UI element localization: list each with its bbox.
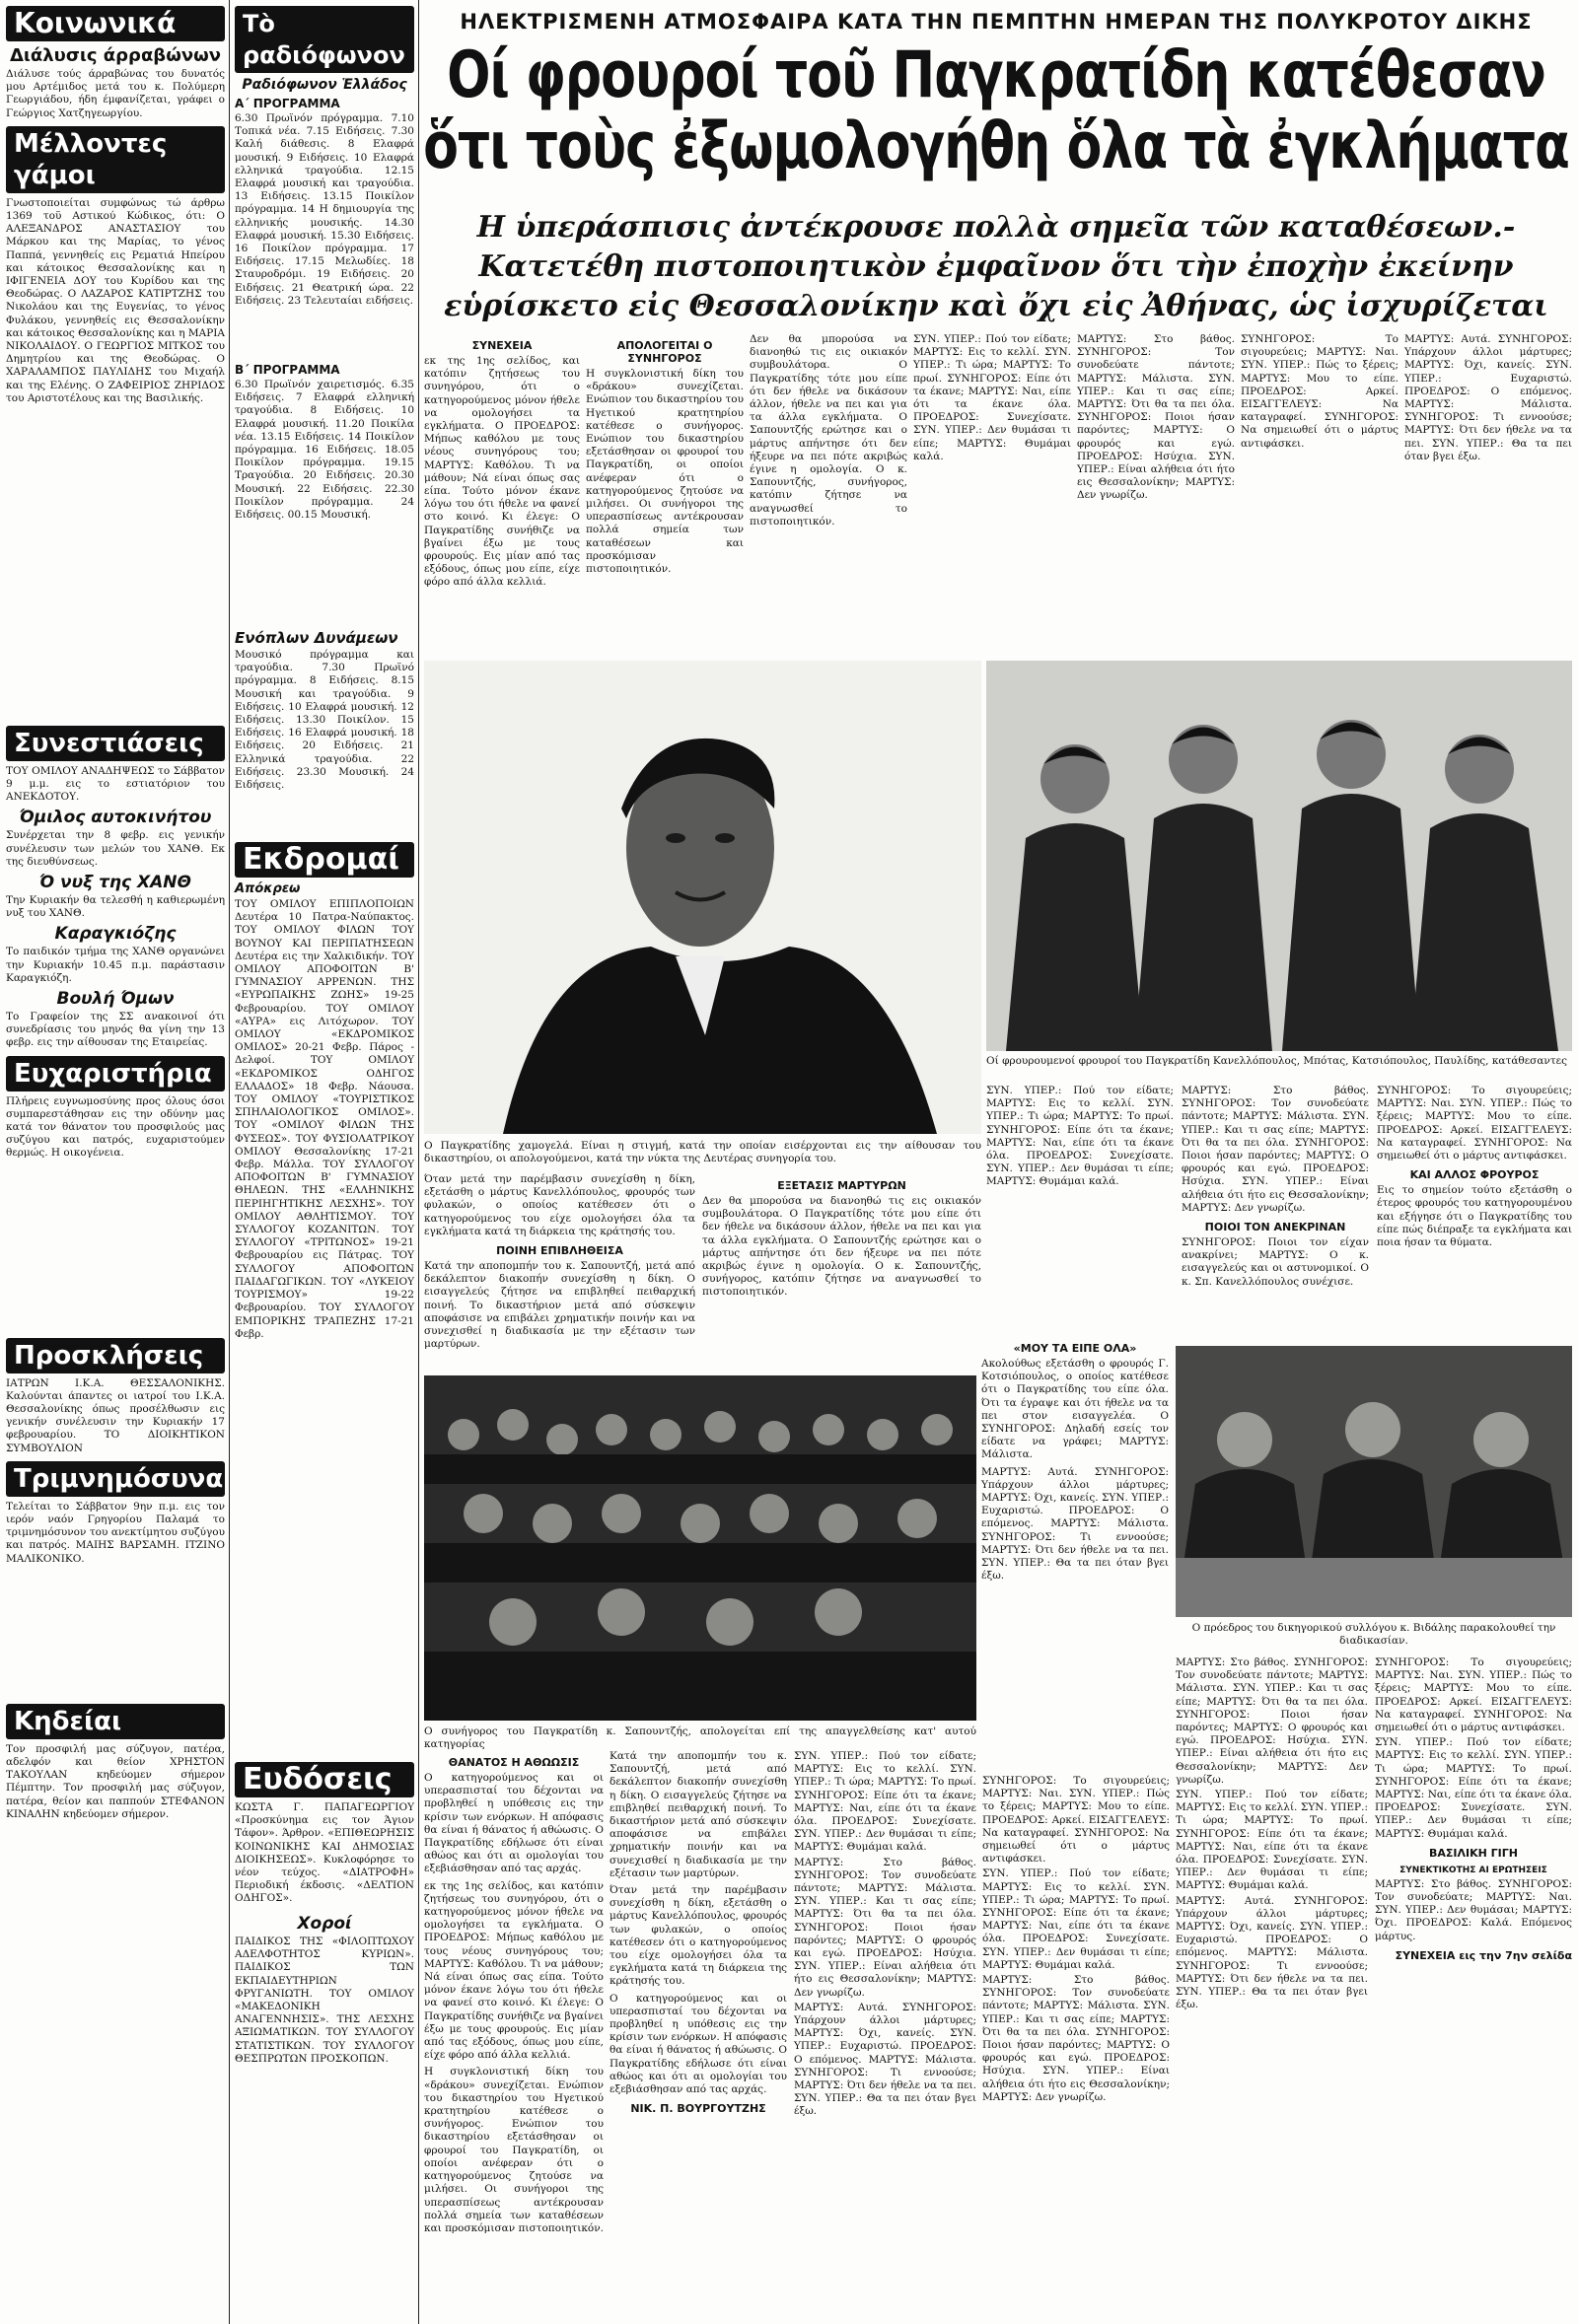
vasiliki-text: ΜΑΡΤΥΣ: Στο βάθος. ΣΥΝΗΓΟΡΟΣ: Τον συνοδεύατε; ΜΑΡΤΥΣ: Ναι. ΣΥΝ. ΥΠΕΡ.: Δεν θυμάσαι; ΜΑΡΤΥΣ: Όχι. ΠΡΟΕΔΡΟΣ: Καλά. Επόμενος μάρτυς.	[1375, 1877, 1572, 1942]
poini-text-b: Κατά την αποπομπήν του κ. Σαπουντζή, μετά από δεκάλεπτον διακοπήν συνεχίσθη η δίκη. Ο εισαγγελεύς ζήτησε να επιβληθεί πειθαρχική ποινή. Το δικαστήριον μετά από σύσκεψιν αποφάσισε να επιβάλει χρηματικήν ποινήν και να συνεχισθεί η διαδικασία με την εξέτασιν των μαρτύρων.	[610, 1750, 787, 1879]
ekdromai-title: Εκδρομαί	[235, 842, 414, 878]
article-mid-left	[424, 1173, 695, 1371]
dialog-b3c: ΜΑΡΤΥΣ: Αυτά. ΣΥΝΗΓΟΡΟΣ: Υπάρχουν άλλοι μάρτυρες; ΜΑΡΤΥΣ: Όχι, κανείς. ΣΥΝ. ΥΠΕΡ.: Ευχαριστώ. ΠΡΟΕΔΡΟΣ: Ο επόμενος. ΜΑΡΤΥΣ: Μάλιστα. ΣΥΝΗΓΟΡΟΣ: Τι εννοούσε; ΜΑΡΤΥΣ: Ότι δεν ήθελε να τα πει. ΣΥΝ. ΥΠΕΡ.: Θα τα πει όταν βγει έξω.	[794, 2001, 976, 2118]
col1-text-b: εκ της 1ης σελίδος, και κατόπιν ζητήσεως του συνηγόρου, ότι ο κατηγορούμενος μόνον ήθελε να ομολογήσει τα εγκλήματα. Ο ΠΡΟΕΔΡΟΣ: Μήπως καθόλου με τους νέους συνηγόρους του; ΜΑΡΤΥΣ: Καθόλου. Τι να μάθουν; Νά είναι όπως σας είπα. Τούτο μόνον έκανε λόγω του ότι ήθελε να φανεί στο κοινό. Κι έλεγε: Ο Παγκρατίδης συνήθιζε να βγαίνει έξω με τους φρουρούς. Εις μίαν από τας εξόδους, όπως μου είπε, είχε φόρο από άλλα κελλιά.	[424, 1879, 604, 2062]
photo-defendant-portrait	[424, 661, 981, 1134]
photo-guards	[986, 661, 1572, 1051]
evdoseis-text: ΚΩΣΤΑ Γ. ΠΑΠΑΓΕΩΡΓΙΟΥ «Προσκύνημα εις τον Άγιον Τάφον». Άρθρον. «ΕΠΙΘΕΩΡΗΣΙΣ ΚΟΙΝΩΝΙΚΗΣ ΚΑΙ ΔΗΜΟΣΙΑΣ ΔΙΟΙΚΗΣΕΩΣ». Κυκλοφόρησε το νέον τεύχος. «ΔΙΑΤΡΟΦΗ» Περιοδική έκδοσις. «ΔΕΛΤΙΟΝ ΟΔΗΓΟΣ».	[235, 1801, 414, 1905]
article-mou-ta-eipe	[981, 1336, 1169, 1770]
article-right-b	[1182, 1085, 1369, 1288]
article-bottom-1	[424, 1750, 604, 2312]
vyxnos-heading: Ό νυξ της ΧΑΝΘ	[39, 873, 191, 893]
article-col-6	[1241, 333, 1399, 649]
kideiai-title: Κηδείαι	[6, 1704, 225, 1739]
article-col-7	[1404, 333, 1572, 649]
ekdromai-text: ΤΟΥ ΟΜΙΛΟΥ ΕΠΙΠΛΟΠΟΙΩΝ Δευτέρα 10 Πατρα-Ναύπακτος. ΤΟΥ ΟΜΙΛΟΥ ΦΙΛΩΝ ΤΟΥ ΒΟΥΝΟΥ ΚΑΙ ΠΕΡΙΠΑΤΗΣΕΩΝ Δευτέρα εις την Χαλκιδικήν. ΤΟΥ ΟΜΙΛΟΥ ΑΠΟΦΟΙΤΩΝ Β' ΓΥΜΝΑΣΙΟΥ ΑΡΡΕΝΩΝ. ΤΗΣ «ΕΥΡΩΠΑΙΚΗΣ ΖΩΗΣ» 19-25 Φεβρουαρίου. ΤΟΥ ΟΜΙΛΟΥ «ΑΥΡΑ» εις Λιτόχωρον. ΤΟΥ ΟΜΙΛΟΥ «ΕΚΔΡΟΜΙΚΟΣ ΟΜΙΛΟΣ» 20-21 Φεβρ. Πάρος - Δελφοί. ΤΟΥ ΟΜΙΛΟΥ «ΕΚΔΡΟΜΙΚΟΣ ΟΔΗΓΟΣ ΕΛΛΑΔΟΣ» 18 Φεβρ. Νάουσα. ΤΟΥ ΟΜΙΛΟΥ «ΤΟΥΡΙΣΤΙΚΟΣ ΣΠΗΛΑΙΟΛΟΓΙΚΟΣ ΟΜΙΛΟΣ». ΤΟΥ «ΟΜΙΛΟΥ ΦΙΛΩΝ ΤΗΣ ΦΥΣΕΩΣ». ΤΟΥ ΦΥΣΙΟΛΑΤΡΙΚΟΥ ΟΜΙΛΟΥ Θεσσαλονίκης 17-21 Φεβρ. Μάλλα. ΤΟΥ ΣΥΛΛΟΓΟΥ ΑΠΟΦΟΙΤΩΝ Β' ΓΥΜΝΑΣΙΟΥ ΘΗΛΕΩΝ. ΤΗΣ «ΕΛΛΗΝΙΚΗΣ ΠΕΡΙΗΓΗΤΙΚΗΣ ΛΕΣΧΗΣ». ΤΟΥ ΟΜΙΛΟΥ ΑΘΛΗΤΙΣΜΟΥ. ΤΟΥ ΣΥΛΛΟΓΟΥ ΚΟΖΑΝΙΤΩΝ. ΤΟΥ ΣΥΛΛΟΓΟΥ «ΤΡΙΤΩΝΟΣ» 19-21 Φεβρουαρίου εις Πάτρας. ΤΟΥ ΣΥΛΛΟΓΟΥ ΑΠΟΦΟΙΤΩΝ ΠΑΙΔΑΓΩΓΙΚΩΝ. ΤΟΥ «ΛΥΚΕΙΟΥ ΤΟΥΡΙΣΜΟΥ» 19-22 Φεβρουαρίου. ΤΟΥ ΣΥΛΛΟΓΟΥ ΕΜΠΟΡΙΚΗΣ ΤΡΑΠΕΖΗΣ 17-21 Φεβρ.	[235, 898, 414, 1340]
col1-heading: ΣΥΝΕΧΕΙΑ	[471, 339, 533, 352]
euxaristiria-text: Πλήρεις ευγνωμοσύνης προς όλους όσοι συμπαρεστάθησαν εις την οδύνην μας κατά τον θάνατον του προσφιλούς μας συζύγου και πατρός, ευχαριστούμεν θερμώς. Η οικογένεια.	[6, 1094, 225, 1160]
radio-title: Τὸ ραδιόφωνον	[235, 6, 414, 73]
karagkiozis-heading: Καραγκιόζης	[54, 924, 177, 945]
trimnim-text: Τελείται το Σάββατον 9ην π.μ. εις τον ιερόν ναόν Γρηγορίου Παλαμά το τριμνημόσυνον του ανεκτίμητου συζύγου και πατρός. ΜΑΙΗΣ ΒΑΡΣΑΜΗ. ΙΤΖΙΝΟ ΜΑΛΙΚΟΝΙΚΟ.	[6, 1500, 225, 1565]
poini-text: Κατά την αποπομπήν του κ. Σαπουντζή, μετά από δεκάλεπτον διακοπήν συνεχίσθη η δίκη. Ο εισαγγελεύς ζήτησε να επιβληθεί πειθαρχική ποινή. Το δικαστήριον μετά από σύσκεψιν αποφάσισε να επιβάλει χρηματικήν ποινήν και να συνεχισθεί η διαδικασία με την εξέτασιν των μαρτύρων.	[424, 1260, 695, 1351]
dialog-b4b: ΣΥΝ. ΥΠΕΡ.: Πού τον είδατε; ΜΑΡΤΥΣ: Εις το κελλί. ΣΥΝ. ΥΠΕΡ.: Τι ώρα; ΜΑΡΤΥΣ: Το πρωί. ΣΥΝΗΓΟΡΟΣ: Είπε ότι τα έκανε; ΜΑΡΤΥΣ: Ναι, είπε ότι τα έκανε όλα. ΠΡΟΕΔΡΟΣ: Συνεχίσατε. ΣΥΝ. ΥΠΕΡ.: Δεν θυμάσαι τι είπε; ΜΑΡΤΥΣ: Θυμάμαι καλά.	[982, 1867, 1170, 1971]
radio-prog-b: Β΄ ΠΡΟΓΡΑΜΜΑ	[235, 363, 340, 377]
vyxnos-text: Την Κυριακήν θα τελεσθή η καθιερωμένη νυξ του ΧΑΝΘ.	[6, 894, 225, 920]
headline-line-2: ὅτι τοὺς ἐξωμολογήθη ὅλα τὰ ἐγκλήματα	[423, 107, 1569, 183]
prosklisis-text: ΙΑΤΡΩΝ Ι.Κ.Α. ΘΕΣΣΑΛΟΝΙΚΗΣ. Καλούνται άπαντες οι ιατροί του Ι.Κ.Α. Θεσσαλονίκης όπως προσέλθωσιν εις γενικήν συνέλευσιν την Κυριακήν 17 φεβρουαρίου. ΤΟ ΔΙΟΙΚΗΤΙΚΟΝ ΣΥΜΒΟΥΛΙΟΝ	[6, 1376, 225, 1454]
thanatos-text: Ο κατηγορούμενος και οι υπερασπισταί του δέχονται να προβληθεί η υπόθεσις εις την κρίσιν των ενόρκων. Η απόφασις θα είναι ή θάνατος ή αθώωσις. Ο Παγκρατίδης εδήλωσε ότι είναι αθώος και ότι αι ομολογίαι του εξεβιάσθησαν από τας αρχάς.	[424, 1772, 604, 1875]
article-bottom-3	[794, 1750, 976, 2312]
caption-portrait: Ο Παγκρατίδης χαμογελά. Είναι η στιγμή, κατά την οποίαν εισέρχονται εις την αίθουσαν του δικαστηρίου, οι απολογούμενοι, κατά την νύκτα της Δευτέρας συνηγορία του.	[424, 1140, 981, 1164]
poini-heading: ΠΟΙΝΗ ΕΠΙΒΛΗΘΕΙΣΑ	[496, 1244, 623, 1258]
article-col-4	[913, 333, 1071, 649]
column-rule	[229, 0, 230, 2324]
ekdromai-sub: Απόκρεω	[235, 881, 301, 896]
col2-text-b: Η συγκλονιστική δίκη του «δράκου» συνεχίζεται. Ενώπιον του δικαστηρίου του Ηγετικού κρατητηρίου κατέθεσε ο συνήγορος. Ενώπιον του δικαστηρίου εξετάσθησαν οι φρουροί του Παγκρατίδη, οι οποίοι ανέφεραν ότι ο κατηγορούμενος ζητούσε να μιλήσει. Οι συνήγοροι της υπερασπίσεως αντέκρουσαν πολλά σημεία των καταθέσεων και προσκόμισαν πιστοποιητικόν.	[424, 2066, 604, 2234]
dialog-col5: ΜΑΡΤΥΣ: Στο βάθος. ΣΥΝΗΓΟΡΟΣ: Τον συνοδεύατε πάντοτε; ΜΑΡΤΥΣ: Μάλιστα. ΣΥΝ. ΥΠΕΡ.: Και τι σας είπε; ΜΑΡΤΥΣ: Ότι θα τα πει όλα. ΣΥΝΗΓΟΡΟΣ: Ποιοι ήσαν παρόντες; ΜΑΡΤΥΣ: Ο φρουρός και εγώ. ΠΡΟΕΔΡΟΣ: Ησύχια. ΣΥΝ. ΥΠΕΡ.: Είναι αλήθεια ότι ήτο εις Θεσσαλονίκην; ΜΑΡΤΥΣ: Δεν γνωρίζω.	[1077, 333, 1235, 502]
deck-line-2: Κατετέθη πιστοποιητικὸν ἐμφαῖνον ὅτι τὴν ἐποχὴν ἐκείνην	[478, 249, 1514, 284]
eksetasis-heading: ΕΞΕΤΑΣΙΣ ΜΑΡΤΥΡΩΝ	[777, 1179, 906, 1192]
article-col-2	[586, 333, 744, 649]
xoroi-heading: Χοροί	[297, 1914, 352, 1934]
allos-text: Εις το σημείον τούτο εξετάσθη ο έτερος φρουρός του κατηγορουμένου και εξήγησε ότι ο Παγκρατίδης του είπε πώς διέπραξε τα εγκλήματα και ποια ήσαν τα θύματα.	[1377, 1184, 1572, 1249]
allos-heading: ΚΑΙ ΑΛΛΟΣ ΦΡΟΥΡΟΣ	[1409, 1168, 1540, 1182]
koinonika-text: Διάλυσε τούς άρραβώνας του δυνατός μου Αρτέμιδος μετά του κ. Πολύμερη Γεωργιάδου, ήδη έμφανίζεται, γράφει ο Γεώργιος Χατζηγεωργίου.	[6, 68, 225, 119]
caption-crowd: Ο συνήγορος του Παγκρατίδη κ. Σαπουντζής, απολογείται επί της απαγγελθείσης κατ' αυτού κατηγορίας	[424, 1725, 976, 1750]
article-byline: ΝΙΚ. Π. ΒΟΥΡΓΟΥΤΖΗΣ	[630, 2102, 766, 2116]
headline-kicker: ΗΛΕΚΤΡΙΣΜΕΝΗ ΑΤΜΟΣΦΑΙΡΑ ΚΑΤΑ ΤΗΝ ΠΕΜΠΤΗΝ ΗΜΕΡΑΝ ΤΗΣ ΠΟΛΥΚΡΟΤΟΥ ΔΙΚΗΣ	[460, 10, 1533, 34]
portrait-drawing	[424, 661, 981, 1134]
dialog-mid-b: ΜΑΡΤΥΣ: Αυτά. ΣΥΝΗΓΟΡΟΣ: Υπάρχουν άλλοι μάρτυρες; ΜΑΡΤΥΣ: Όχι, κανείς. ΣΥΝ. ΥΠΕΡ.: Ευχαριστώ. ΠΡΟΕΔΡΟΣ: Ο επόμενος. ΜΑΡΤΥΣ: Μάλιστα. ΣΥΝΗΓΟΡΟΣ: Τι εννοούσε; ΜΑΡΤΥΣ: Ότι δεν ήθελε να τα πει. ΣΥΝ. ΥΠΕΡ.: Θα τα πει όταν βγει έξω.	[981, 1465, 1169, 1583]
vouli-heading: Βουλή Όμων	[56, 989, 175, 1010]
omilos-text: Συνέρχεται την 8 φεβρ. εις γενικήν συνέλευσιν των μελών του ΧΑΝΘ. Εκ της διευθύνσεως.	[6, 829, 225, 868]
karagkiozis-text: Το παιδικόν τμήμα της ΧΑΝΘ οργανώνει την Κυριακήν 10.45 π.μ. παράστασιν Καραγκιόζη.	[6, 946, 225, 984]
mou-ta-eipe-heading: «ΜΟΥ ΤΑ ΕΙΠΕ ΟΛΑ»	[1013, 1342, 1137, 1355]
radio-prog-a: Α΄ ΠΡΟΓΡΑΜΜΑ	[235, 97, 340, 110]
article-col-5	[1077, 333, 1235, 649]
mou-ta-eipe-text: Ακολούθως εξετάσθη ο φρουρός Γ. Κοτσιόπουλος, ο οποίος κατέθεσε ότι ο Παγκρατίδης του είπε όλα. Ότι τα έγραψε και ότι ήθελε να τα πει στον εισαγγελέα. Ο ΣΥΝΗΓΟΡΟΣ: Δηλαδή εσείς τον είδατε να γράφει; ΜΑΡΤΥΣ: Μάλιστα.	[981, 1358, 1169, 1461]
koinonika-title: Κοινωνικά	[6, 6, 225, 41]
dialog-b4c: ΜΑΡΤΥΣ: Στο βάθος. ΣΥΝΗΓΟΡΟΣ: Τον συνοδεύατε πάντοτε; ΜΑΡΤΥΣ: Μάλιστα. ΣΥΝ. ΥΠΕΡ.: Και τι σας είπε; ΜΑΡΤΥΣ: Ότι θα τα πει όλα. ΣΥΝΗΓΟΡΟΣ: Ποιοι ήσαν παρόντες; ΜΑΡΤΥΣ: Ο φρουρός και εγώ. ΠΡΟΕΔΡΟΣ: Ησύχια. ΣΥΝ. ΥΠΕΡ.: Είναι αλήθεια ότι ήτο εις Θεσσαλονίκην; ΜΑΡΤΥΣ: Δεν γνωρίζω.	[982, 1974, 1170, 2103]
eksetasis-text-a: Όταν μετά την παρέμβασιν συνεχίσθη η δίκη, εξετάσθη ο μάρτυς Κανελλόπουλος, φρουρός των φυλακών, ο οποίος κατέθεσεν ότι ο κατηγορούμενος του είχε ομολογήσει όλα τα εγκλήματα κατά τη διάρκεια της κράτησής του.	[424, 1173, 695, 1237]
article-bottom-right-a	[1176, 1656, 1368, 2307]
vouli-text: Το Γραφείον της ΣΣ ανακοινοί ότι συνεδρίασις του μηνός θα γίνη την 13 φεβρ. εις την αίθουσαν της Εταιρείας.	[6, 1011, 225, 1049]
photo-courtroom-crowd	[424, 1375, 976, 1721]
koinonika-sub: Διάλυσις άρραβώνων	[9, 45, 222, 66]
euxaristiria-title: Ευχαριστήρια	[6, 1056, 225, 1092]
enoplon-text: Μουσικό πρόγραμμα και τραγούδια. 7.30 Πρωϊνό πρόγραμμα. 8 Ειδήσεις. 8.15 Μουσική και τραγούδια. 9 Ειδήσεις. 10 Ελαφρά μουσική. 12 Ειδήσεις. 13.30 Ποικίλον. 15 Ειδήσεις. 16 Ελαφρά μουσική. 18 Ειδήσεις. 20 Ειδήσεις. 21 Ελληνικά τραγούδια. 22 Ειδήσεις. 23.30 Μουσική. 24 Ειδήσεις.	[235, 649, 414, 792]
radio-column	[235, 0, 414, 2324]
radio-subtitle: Ραδιόφωνον Ἑλλάδος	[242, 77, 407, 93]
article-col-1	[424, 333, 580, 649]
dialog-b3b: ΜΑΡΤΥΣ: Στο βάθος. ΣΥΝΗΓΟΡΟΣ: Τον συνοδεύατε πάντοτε; ΜΑΡΤΥΣ: Μάλιστα. ΣΥΝ. ΥΠΕΡ.: Και τι σας είπε; ΜΑΡΤΥΣ: Ότι θα τα πει όλα. ΣΥΝΗΓΟΡΟΣ: Ποιοι ήσαν παρόντες; ΜΑΡΤΥΣ: Ο φρουρός και εγώ. ΠΡΟΕΔΡΟΣ: Ησύχια. ΣΥΝ. ΥΠΕΡ.: Είναι αλήθεια ότι ήτο εις Θεσσαλονίκην; ΜΑΡΤΥΣ: Δεν γνωρίζω.	[794, 1856, 976, 1999]
deck-line-1: Η ὑπεράσπισις ἀντέκρουσε πολλὰ σημεῖα τῶν καταθέσεων.-	[476, 210, 1516, 245]
caption-guards: Οί φρουρουμενοί φρουροί του Παγκρατίδη Κανελλόπουλος, Μπότας, Κατσιόπουλος, Παυλίδης, κατάθεσαντες	[986, 1055, 1567, 1067]
article-right-a	[986, 1085, 1174, 1331]
synestiasis-title: Συνεστιάσεις	[6, 726, 225, 761]
synexeia-end: ΣΥΝΕΧΕΙΑ εις την 7ην σελίδα	[1395, 1948, 1572, 1962]
trimnim-title: Τριμνημόσυνα	[6, 1461, 225, 1497]
thanatos-text-b: Ο κατηγορούμενος και οι υπερασπισταί του δέχονται να προβληθεί η υπόθεσις εις την κρίσιν των ενόρκων. Η απόφασις θα είναι ή θάνατος ή αθώωσις. Ο Παγκρατίδης εδήλωσε ότι είναι αθώος και ότι αι ομολογίαι του εξεβιάσθησαν από τας αρχάς.	[610, 1992, 787, 2096]
thanatos-heading: ΘΑΝΑΤΟΣ Η ΑΘΩΩΣΙΣ	[448, 1756, 580, 1769]
dialog-br-b: ΣΥΝΗΓΟΡΟΣ: Το σιγουρεύεις; ΜΑΡΤΥΣ: Ναι. ΣΥΝ. ΥΠΕΡ.: Πώς το ξέρεις; ΜΑΡΤΥΣ: Μου το είπε. ΠΡΟΕΔΡΟΣ: Αρκεί. ΕΙΣΑΓΓΕΛΕΥΣ: Να καταγραφεί. ΣΥΝΗΓΟΡΟΣ: Να σημειωθεί ότι ο μάρτυς αντιφάσκει.	[1375, 1656, 1572, 1734]
poioi-heading: ΠΟΙΟΙ ΤΟΝ ΑΝΕΚΡΙΝΑΝ	[1204, 1221, 1346, 1234]
dialog-b3: ΣΥΝ. ΥΠΕΡ.: Πού τον είδατε; ΜΑΡΤΥΣ: Εις το κελλί. ΣΥΝ. ΥΠΕΡ.: Τι ώρα; ΜΑΡΤΥΣ: Το πρωί. ΣΥΝΗΓΟΡΟΣ: Είπε ότι τα έκανε; ΜΑΡΤΥΣ: Ναι, είπε ότι τα έκανε όλα. ΠΡΟΕΔΡΟΣ: Συνεχίσατε. ΣΥΝ. ΥΠΕΡ.: Δεν θυμάσαι τι είπε; ΜΑΡΤΥΣ: Θυμάμαι καλά.	[794, 1750, 976, 1854]
radio-prog-a-text: 6.30 Πρωϊνόν πρόγραμμα. 7.10 Τοπικά νέα. 7.15 Ειδήσεις. 7.30 Καλή διάθεσις. 8 Ελαφρά μουσική. 9 Ειδήσεις. 10 Ελαφρά ελληνικά τραγούδια. 12.15 Ελαφρά μουσική και τραγούδια. 13 Ειδήσεις. 13.15 Ποικίλον πρόγραμμα. 14 Η δημιουργία της ελληνικής μουσικής. 14.30 Ελαφρά μουσική. 15.30 Ειδήσεις. 16 Ποικίλον πρόγραμμα. 17 Ειδήσεις. 17.15 Μελωδίες. 18 Σταυροδρόμι. 19 Ειδήσεις. 20 Ειδήσεις. 21 Θεατρική ώρα. 22 Ειδήσεις. 23 Τελευταίαι ειδήσεις.	[235, 112, 414, 307]
crowd-drawing	[424, 1375, 976, 1721]
dialog-col6: ΣΥΝΗΓΟΡΟΣ: Το σιγουρεύεις; ΜΑΡΤΥΣ: Ναι. ΣΥΝ. ΥΠΕΡ.: Πώς το ξέρεις; ΜΑΡΤΥΣ: Μου το είπε. ΠΡΟΕΔΡΟΣ: Αρκεί. ΕΙΣΑΓΓΕΛΕΥΣ: Να καταγραφεί. ΣΥΝΗΓΟΡΟΣ: Να σημειωθεί ότι ο μάρτυς αντιφάσκει.	[1241, 333, 1399, 450]
dialog-br-a: ΜΑΡΤΥΣ: Στο βάθος. ΣΥΝΗΓΟΡΟΣ: Τον συνοδεύατε πάντοτε; ΜΑΡΤΥΣ: Μάλιστα. ΣΥΝ. ΥΠΕΡ.: Και τι σας είπε; ΜΑΡΤΥΣ: Ότι θα τα πει όλα. ΣΥΝΗΓΟΡΟΣ: Ποιοι ήσαν παρόντες; ΜΑΡΤΥΣ: Ο φρουρός και εγώ. ΠΡΟΕΔΡΟΣ: Ησύχια. ΣΥΝ. ΥΠΕΡ.: Είναι αλήθεια ότι ήτο εις Θεσσαλονίκην; ΜΑΡΤΥΣ: Δεν γνωρίζω.	[1176, 1656, 1368, 1786]
xoroi-text: ΠΑΙΔΙΚΟΣ ΤΗΣ «ΦΙΛΟΠΤΩΧΟΥ ΑΔΕΛΦΟΤΗΤΟΣ ΚΥΡΙΩΝ». ΠΑΙΔΙΚΟΣ ΤΩΝ ΕΚΠΑΙΔΕΥΤΗΡΙΩΝ ΦΡΥΓΑΝΙΩΤΗ. ΤΟΥ ΟΜΙΛΟΥ «ΜΑΚΕΔΟΝΙΚΗ ΑΝΑΓΕΝΝΗΣΙΣ». ΤΗΣ ΛΕΣΧΗΣ ΑΞΙΩΜΑΤΙΚΩΝ. ΤΟΥ ΣΥΛΛΟΓΟΥ ΣΤΑΤΙΣΤΙΚΩΝ. ΤΟΥ ΣΥΛΛΟΓΟΥ ΘΕΣΠΡΩΤΩΝ ΠΡΟΣΚΟΠΩΝ.	[235, 1936, 414, 2065]
col3-text: Δεν θα μπορούσα να διανοηθώ τις εις οικιακόν συμβουλάτορα. Ο Παγκρατίδης τότε μου είπε ότι δεν ήθελε να δικάσουν άλλον, ήθελε να πει και για τα άλλα εγκλήματα. Ο Σαπουντζής ερώτησε και ο μάρτυς απήντησε ότι δεν ήξευρε να πει πότε ακριβώς έγινε η ομολογία. Ο κ. Σαπουντζής, συνήγορος, κατόπιν ζήτησε να αναγνωσθεί το πιστοποιητικόν.	[750, 333, 907, 528]
enoplon-heading: Ενόπλων Δυνάμεων	[235, 629, 398, 647]
left-column	[6, 0, 225, 2324]
dialog-br-a3: ΜΑΡΤΥΣ: Αυτά. ΣΥΝΗΓΟΡΟΣ: Υπάρχουν άλλοι μάρτυρες; ΜΑΡΤΥΣ: Όχι, κανείς. ΣΥΝ. ΥΠΕΡ.: Ευχαριστώ. ΠΡΟΕΔΡΟΣ: Ο επόμενος. ΜΑΡΤΥΣ: Μάλιστα. ΣΥΝΗΓΟΡΟΣ: Τι εννοούσε; ΜΑΡΤΥΣ: Ότι δεν ήθελε να τα πει. ΣΥΝ. ΥΠΕΡ.: Θα τα πει όταν βγει έξω.	[1176, 1894, 1368, 2011]
article-bottom-right-b	[1375, 1656, 1572, 2307]
mellontes-text: Γνωστοποιείται συμφώνως τώ άρθρω 1369 τοϋ Αστικού Κώδικος, ότι: Ο ΑΛΕΞΑΝΔΡΟΣ ΑΝΑΣΤΑΣΙΟΥ του Μάρκου και της Μαρίας, το γένος Παππά, γεννηθείς εις Ρεματιά Ηπείρου και κάτοικος Θεσσαλονίκης και η ΙΦΙΓΕΝΕΙΑ ΔΟΥ του Κυρίδου και της Θεοδώρας. Ο ΛΑΖΑΡΟΣ ΚΑΤΙΡΤΖΗΣ του Νικολάου και της Ευγενίας, το γένος Φυλάκου, γεννηθείς εις Θεσσαλονίκην και κάτοικος Θεσσαλονίκης και η ΜΑΡΙΑ ΝΙΚΟΛΑΙΔΟΥ. Ο ΓΕΩΡΓΙΟΣ ΜΙΤΚΟΣ του Δημητρίου και της Θεοδώρας. Ο ΧΑΡΑΛΑΜΠΟΣ ΠΑΥΛΙΔΗΣ του Μιχαήλ και της Ελένης. Ο ΖΑΦΕΙΡΙΟΣ ΖΗΡΙΔΟΣ του Αριστοτέλους και της Βασιλικής.	[6, 196, 225, 404]
lawyers-drawing	[1176, 1346, 1572, 1617]
caption-lawyers: Ο πρόεδρος του δικηγορικού συλλόγου κ. Βιδάλης παρακολουθεί την διαδικασίαν.	[1191, 1622, 1556, 1647]
poioi-text: ΣΥΝΗΓΟΡΟΣ: Ποιοι τον είχαν ανακρίνει; ΜΑΡΤΥΣ: Ο κ. εισαγγελεύς και οι αστυνομικοί. Ο κ. Σπ. Κανελλόπουλος συνέχισε.	[1182, 1236, 1369, 1288]
vasiliki-sub: ΣΥΝΕΚΤΙΚΟΤΗΣ ΑΙ ΕΡΩΤΗΣΕΙΣ	[1399, 1865, 1547, 1875]
article-bottom-2	[610, 1750, 787, 2312]
dialog-br-b2: ΣΥΝ. ΥΠΕΡ.: Πού τον είδατε; ΜΑΡΤΥΣ: Εις το κελλί. ΣΥΝ. ΥΠΕΡ.: Τι ώρα; ΜΑΡΤΥΣ: Το πρωί. ΣΥΝΗΓΟΡΟΣ: Είπε ότι τα έκανε; ΜΑΡΤΥΣ: Ναι, είπε ότι τα έκανε όλα. ΠΡΟΕΔΡΟΣ: Συνεχίσατε. ΣΥΝ. ΥΠΕΡ.: Δεν θυμάσαι τι είπε; ΜΑΡΤΥΣ: Θυμάμαι καλά.	[1375, 1736, 1572, 1840]
article-col-3	[750, 333, 907, 649]
vasiliki-heading: ΒΑΣΙΛΙΚΗ ΓΙΓΗ	[1429, 1846, 1518, 1860]
article-mid-right	[702, 1173, 981, 1371]
headline-line-1: Οί φρουροί τοῦ Παγκρατίδη κατέθεσαν	[447, 36, 1545, 112]
col2-text: Η συγκλονιστική δίκη του «δράκου» συνεχίζεται. Ενώπιον του δικαστηρίου του Ηγετικού κρατητηρίου κατέθεσε ο συνήγορος. Ενώπιον του δικαστηρίου εξετάσθησαν οι φρουροί του Παγκρατίδη, οι οποίοι ανέφεραν ότι ο κατηγορούμενος ζητούσε να μιλήσει. Οι συνήγοροι της υπερασπίσεως αντέκρουσαν πολλά σημεία των καταθέσεων και προσκόμισαν πιστοποιητικόν.	[586, 368, 744, 576]
dialog-br-a2: ΣΥΝ. ΥΠΕΡ.: Πού τον είδατε; ΜΑΡΤΥΣ: Εις το κελλί. ΣΥΝ. ΥΠΕΡ.: Τι ώρα; ΜΑΡΤΥΣ: Το πρωί. ΣΥΝΗΓΟΡΟΣ: Είπε ότι τα έκανε; ΜΑΡΤΥΣ: Ναι, είπε ότι τα έκανε όλα. ΠΡΟΕΔΡΟΣ: Συνεχίσατε. ΣΥΝ. ΥΠΕΡ.: Δεν θυμάσαι τι είπε; ΜΑΡΤΥΣ: Θυμάμαι καλά.	[1176, 1789, 1368, 1892]
article-bottom-4	[982, 1775, 1170, 2312]
omilos-heading: Όμιλος αυτοκινήτου	[19, 808, 212, 828]
dialog-b4: ΣΥΝΗΓΟΡΟΣ: Το σιγουρεύεις; ΜΑΡΤΥΣ: Ναι. ΣΥΝ. ΥΠΕΡ.: Πώς το ξέρεις; ΜΑΡΤΥΣ: Μου το είπε. ΠΡΟΕΔΡΟΣ: Αρκεί. ΕΙΣΑΓΓΕΛΕΥΣ: Να καταγραφεί. ΣΥΝΗΓΟΡΟΣ: Να σημειωθεί ότι ο μάρτυς αντιφάσκει.	[982, 1775, 1170, 1866]
col2-heading: ΑΠΟΛΟΓΕΙΤΑΙ Ο ΣΥΝΗΓΟΡΟΣ	[616, 339, 713, 365]
dialog-right-b: ΜΑΡΤΥΣ: Στο βάθος. ΣΥΝΗΓΟΡΟΣ: Τον συνοδεύατε πάντοτε; ΜΑΡΤΥΣ: Μάλιστα. ΣΥΝ. ΥΠΕΡ.: Και τι σας είπε; ΜΑΡΤΥΣ: Ότι θα τα πει όλα. ΣΥΝΗΓΟΡΟΣ: Ποιοι ήσαν παρόντες; ΜΑΡΤΥΣ: Ο φρουρός και εγώ. ΠΡΟΕΔΡΟΣ: Ησύχια. ΣΥΝ. ΥΠΕΡ.: Είναι αλήθεια ότι ήτο εις Θεσσαλονίκην; ΜΑΡΤΥΣ: Δεν γνωρίζω.	[1182, 1085, 1369, 1214]
evdoseis-title: Ευδόσεις	[235, 1762, 414, 1797]
article-right-c	[1377, 1085, 1572, 1331]
dialog-col4: ΣΥΝ. ΥΠΕΡ.: Πού τον είδατε; ΜΑΡΤΥΣ: Εις το κελλί. ΣΥΝ. ΥΠΕΡ.: Τι ώρα; ΜΑΡΤΥΣ: Το πρωί. ΣΥΝΗΓΟΡΟΣ: Είπε ότι τα έκανε; ΜΑΡΤΥΣ: Ναι, είπε ότι τα έκανε όλα. ΠΡΟΕΔΡΟΣ: Συνεχίσατε. ΣΥΝ. ΥΠΕΡ.: Δεν θυμάσαι τι είπε; ΜΑΡΤΥΣ: Θυμάμαι καλά.	[913, 333, 1071, 462]
dialog-right-a: ΣΥΝ. ΥΠΕΡ.: Πού τον είδατε; ΜΑΡΤΥΣ: Εις το κελλί. ΣΥΝ. ΥΠΕΡ.: Τι ώρα; ΜΑΡΤΥΣ: Το πρωί. ΣΥΝΗΓΟΡΟΣ: Είπε ότι τα έκανε; ΜΑΡΤΥΣ: Ναι, είπε ότι τα έκανε όλα. ΠΡΟΕΔΡΟΣ: Συνεχίσατε. ΣΥΝ. ΥΠΕΡ.: Δεν θυμάσαι τι είπε; ΜΑΡΤΥΣ: Θυμάμαι καλά.	[986, 1085, 1174, 1188]
dialog-col7: ΜΑΡΤΥΣ: Αυτά. ΣΥΝΗΓΟΡΟΣ: Υπάρχουν άλλοι μάρτυρες; ΜΑΡΤΥΣ: Όχι, κανείς. ΣΥΝ. ΥΠΕΡ.: Ευχαριστώ. ΠΡΟΕΔΡΟΣ: Ο επόμενος. ΜΑΡΤΥΣ: Μάλιστα. ΣΥΝΗΓΟΡΟΣ: Τι εννοούσε; ΜΑΡΤΥΣ: Ότι δεν ήθελε να τα πει. ΣΥΝ. ΥΠΕΡ.: Θα τα πει όταν βγει έξω.	[1404, 333, 1572, 462]
guards-drawing	[986, 661, 1572, 1051]
col3-text-b: Δεν θα μπορούσα να διανοηθώ τις εις οικιακόν συμβουλάτορα. Ο Παγκρατίδης τότε μου είπε ότι δεν ήθελε να δικάσουν άλλον, ήθελε να πει και για τα άλλα εγκλήματα. Ο Σαπουντζής ερώτησε και ο μάρτυς απήντησε ότι δεν ήξευρε να πει πότε ακριβώς έγινε η ομολογία. Ο κ. Σαπουντζής, συνήγορος, κατόπιν ζήτησε να αναγνωσθεί το πιστοποιητικόν.	[702, 1195, 981, 1299]
photo-bar-president	[1176, 1346, 1572, 1617]
eksetasis-text-b: Όταν μετά την παρέμβασιν συνεχίσθη η δίκη, εξετάσθη ο μάρτυς Κανελλόπουλος, φρουρός των φυλακών, ο οποίος κατέθεσεν ότι ο κατηγορούμενος του είχε ομολογήσει όλα τα εγκλήματα κατά τη διάρκεια της κράτησής του.	[610, 1884, 787, 1988]
synestiasis-text: ΤΟΥ ΟΜΙΛΟΥ ΑΝΑΔΗΨΕΩΣ το Σάββατον 9 μ.μ. εις το εστιατόριον του ΑΝΕΚΔΟΤΟΥ.	[6, 764, 225, 804]
radio-prog-b-text: 6.30 Πρωϊνόν χαιρετισμός. 6.35 Ειδήσεις. 7 Ελαφρά ελληνική τραγούδια. 8 Ειδήσεις. 10 Ελαφρά μουσική. 11.20 Ποικίλα νέα. 13.15 Ειδήσεις. 14 Ποικίλον πρόγραμμα. 16 Ειδήσεις. 18.05 Ποικίλον πρόγραμμα. 19.15 Τραγούδια. 20 Ειδήσεις. 20.30 Μουσική. 22 Ειδήσεις. 22.30 Ποικίλον πρόγραμμα. 24 Ειδήσεις. 00.15 Μουσική.	[235, 379, 414, 522]
kideiai-text: Τον προσφιλή μας σύζυγον, πατέρα, αδελφόν και θείον ΧΡΗΣΤΟΝ ΤΑΚΟΥΛΑΝ κηδεύομεν σήμερον Πέμπτην. Τον προσφιλή μας σύζυγον, πατέρα, θείον και παππούν ΣΤΕΦΑΝΟΝ ΚΙΝΑΛΗΝ κηδεύομεν σήμερον.	[6, 1742, 225, 1820]
col1-text: εκ της 1ης σελίδος, και κατόπιν ζητήσεως του συνηγόρου, ότι ο κατηγορούμενος μόνον ήθελε να ομολογήσει τα εγκλήματα. Ο ΠΡΟΕΔΡΟΣ: Μήπως καθόλου με τους νέους συνηγόρους του; ΜΑΡΤΥΣ: Καθόλου. Τι να μάθουν; Νά είναι όπως σας είπα. Τούτο μόνον έκανε λόγω του ότι ήθελε να φανεί στο κοινό. Κι έλεγε: Ο Παγκρατίδης συνήθιζε να βγαίνει έξω με τους φρουρούς. Εις μίαν από τας εξόδους, όπως μου είπε, είχε φόρο από άλλα κελλιά.	[424, 355, 580, 589]
mellontes-title: Μέλλοντες γάμοι	[6, 126, 225, 193]
column-rule	[418, 0, 419, 2324]
dialog-right-c: ΣΥΝΗΓΟΡΟΣ: Το σιγουρεύεις; ΜΑΡΤΥΣ: Ναι. ΣΥΝ. ΥΠΕΡ.: Πώς το ξέρεις; ΜΑΡΤΥΣ: Μου το είπε. ΠΡΟΕΔΡΟΣ: Αρκεί. ΕΙΣΑΓΓΕΛΕΥΣ: Να καταγραφεί. ΣΥΝΗΓΟΡΟΣ: Να σημειωθεί ότι ο μάρτυς αντιφάσκει.	[1377, 1085, 1572, 1162]
deck-line-3: εὑρίσκετο εἰς Θεσσαλονίκην καὶ ὄχι εἰς Ἀθήνας, ὡς ἰσχυρίζεται	[444, 289, 1548, 323]
prosklisis-title: Προσκλήσεις	[6, 1338, 225, 1373]
